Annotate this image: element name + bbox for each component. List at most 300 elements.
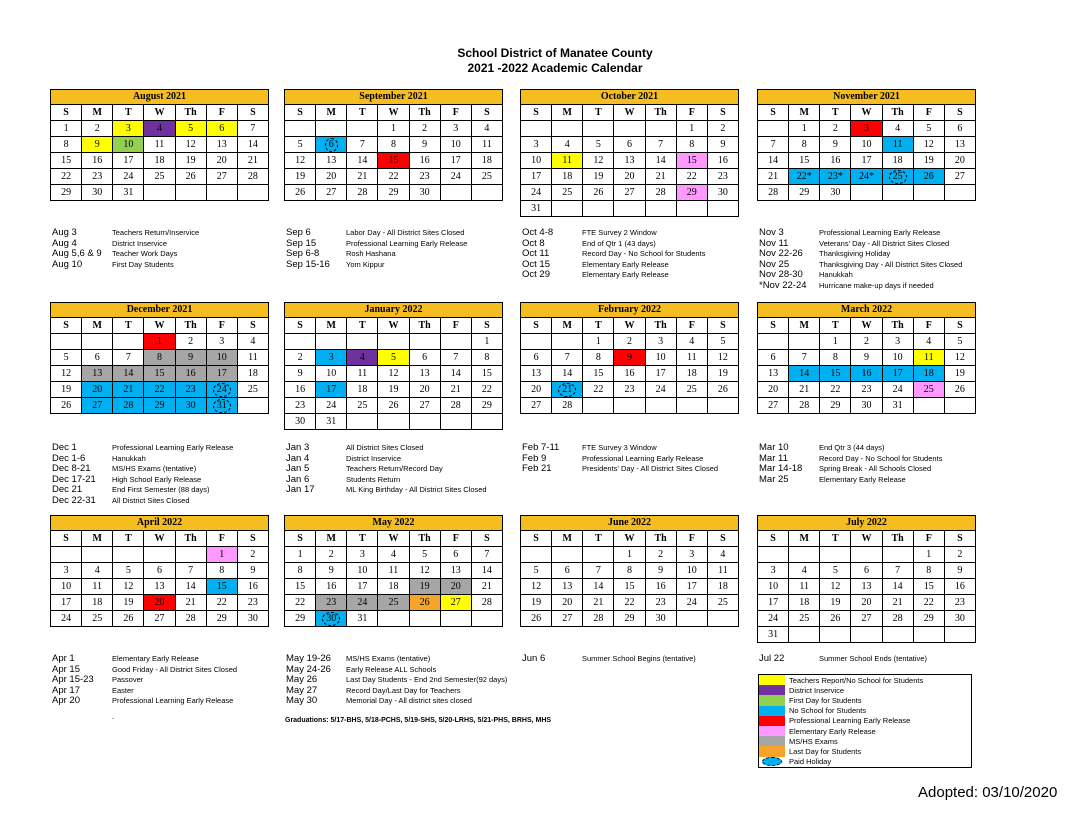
event-date: Sep 15 [286,237,317,249]
weekday-header: M [552,105,583,121]
day-cell: 14 [440,366,471,382]
day-cell: 15 [471,366,502,382]
day-cell: 24 [51,611,82,627]
day-cell [820,627,851,643]
day-cell: 5 [113,563,144,579]
weekday-header: S [521,531,552,547]
day-cell: 10 [206,350,237,366]
day-cell: 17 [676,579,707,595]
day-cell: 14 [789,366,820,382]
day-cell: 9 [944,563,975,579]
day-cell: 19 [175,153,206,169]
day-cell: 11 [82,579,113,595]
day-cell: 4 [144,121,175,137]
day-cell: 8 [144,350,175,366]
day-cell: 3 [113,121,144,137]
day-cell: 28 [758,185,789,201]
legend-label: Paid Holiday [789,757,832,767]
month-calendar [50,515,269,627]
day-cell: 5 [944,334,975,350]
event-date: Mar 25 [759,473,789,485]
weekday-header: T [583,105,614,121]
event-row [52,496,233,507]
event-description: Thanksgiving Day - All District Sites Closed [819,259,963,269]
day-cell: 7 [237,121,268,137]
day-cell: 29 [378,185,409,201]
month-name: August 2021 [51,90,269,105]
day-cell: 7 [758,137,789,153]
event-description: Labor Day - All District Sites Closed [346,228,465,237]
day-cell [789,627,820,643]
day-cell: 29 [471,398,502,414]
day-cell [206,382,237,398]
weekday-header: S [51,531,82,547]
legend-swatch [759,675,785,685]
day-cell: 23 [82,169,113,185]
day-cell: 23 [944,595,975,611]
day-cell: 13 [440,563,471,579]
day-cell: 30 [851,398,882,414]
event-description: Veterans' Day - All District Sites Closed [819,238,950,248]
day-cell: 8 [471,350,502,366]
event-date: Jan 5 [286,463,310,474]
day-cell: 2 [175,334,206,350]
day-cell: 20 [206,153,237,169]
weekday-header: M [552,531,583,547]
event-description: Elementary Early Release [819,474,906,484]
weekday-header: M [552,318,583,334]
day-cell: 13 [409,366,440,382]
month-name: April 2022 [51,516,269,531]
day-cell: 13 [614,153,645,169]
event-row [286,675,507,686]
legend-item [759,685,971,695]
day-cell: 25 [913,382,944,398]
weekday-header: T [113,318,144,334]
event-date: Aug 10 [52,258,83,270]
day-cell: 2 [944,547,975,563]
event-description: Memorial Day - All district sites closed [346,696,472,705]
day-cell: 19 [113,595,144,611]
day-cell: 18 [144,153,175,169]
event-row [52,249,199,260]
day-cell: 4 [676,334,707,350]
event-date: Mar 10 [759,442,789,453]
day-cell: 10 [347,563,378,579]
day-cell [521,334,552,350]
weekday-header: S [758,105,789,121]
day-cell: 22 [51,169,82,185]
day-cell [440,414,471,430]
day-cell: 2 [820,121,851,137]
month-events [522,654,696,665]
day-cell: 3 [440,121,471,137]
event-row [286,228,467,239]
month-events [759,228,962,291]
day-cell: 28 [347,185,378,201]
day-cell: 9 [82,137,113,153]
day-cell: 20 [144,595,175,611]
day-cell: 20 [82,382,113,398]
day-cell: 23 [175,382,206,398]
weekday-header: F [206,318,237,334]
day-cell: 23 [285,398,316,414]
day-cell: 7 [583,563,614,579]
event-description: Yom Kippur [346,259,385,269]
event-row [759,443,942,454]
day-cell: 8 [820,350,851,366]
day-cell [237,398,268,414]
day-cell: 12 [51,366,82,382]
weekday-header: F [676,318,707,334]
day-cell: 2 [409,121,440,137]
day-cell [316,334,347,350]
day-cell: 24 [758,611,789,627]
day-cell: 29 [676,185,707,201]
day-cell: 6 [552,563,583,579]
paid-holiday-marker: 24 [213,383,231,397]
day-cell: 9 [409,137,440,153]
weekday-header: S [521,105,552,121]
day-cell: 11 [237,350,268,366]
paid-holiday-marker: 30 [322,612,340,626]
day-cell [316,137,347,153]
day-cell: 3 [206,334,237,350]
day-cell: 12 [820,579,851,595]
day-cell: 16 [944,579,975,595]
day-cell [851,547,882,563]
day-cell [851,185,882,201]
day-cell: 8 [614,563,645,579]
day-cell: 20 [944,153,975,169]
weekday-header: Th [645,318,676,334]
month-name: February 2022 [521,303,739,318]
month-events [759,443,942,485]
day-cell: 13 [206,137,237,153]
day-cell [882,185,913,201]
day-cell: 18 [82,595,113,611]
event-date: Nov 11 [759,237,789,249]
weekday-header: Th [645,531,676,547]
day-cell [440,611,471,627]
weekday-header: M [316,105,347,121]
event-description: Thanksgiving Holiday [819,249,891,258]
day-cell: 9 [175,350,206,366]
day-cell: 12 [913,137,944,153]
day-cell: 31 [521,201,552,217]
day-cell: 17 [347,579,378,595]
legend-item [759,716,971,726]
legend-swatch [759,695,785,705]
day-cell: 2 [316,547,347,563]
day-cell: 31 [347,611,378,627]
legend-label: Professional Learning Early Release [789,716,911,726]
day-cell: 17 [851,153,882,169]
day-cell [944,185,975,201]
day-cell [316,121,347,137]
day-cell: 7 [552,350,583,366]
weekday-header: W [378,318,409,334]
day-cell: 25 [707,595,738,611]
legend-swatch [759,716,785,726]
day-cell [409,414,440,430]
weekday-header: Th [409,105,440,121]
day-cell: 29 [285,611,316,627]
day-cell: 1 [913,547,944,563]
day-cell: 16 [409,153,440,169]
event-row [759,464,942,475]
day-cell: 26 [944,382,975,398]
day-cell: 1 [676,121,707,137]
weekday-header: F [206,531,237,547]
day-cell: 17 [521,169,552,185]
day-cell: 22 [471,382,502,398]
day-cell [552,334,583,350]
day-cell: 20 [521,382,552,398]
day-cell: 18 [347,382,378,398]
day-cell: 9 [707,137,738,153]
day-cell [409,611,440,627]
day-cell: 25 [378,595,409,611]
event-row [286,696,507,707]
event-date: Feb 7-11 [522,442,560,453]
day-cell: 20 [409,382,440,398]
day-cell: 24 [882,382,913,398]
legend-label: MS/HS Exams [789,736,838,746]
day-cell: 28 [440,398,471,414]
day-cell: 8 [583,350,614,366]
day-cell: 4 [82,563,113,579]
month-events [286,654,507,707]
day-cell: 9 [820,137,851,153]
day-cell: 19 [409,579,440,595]
day-cell: 8 [206,563,237,579]
day-cell: 14 [471,563,502,579]
day-cell [82,547,113,563]
weekday-header: W [851,105,882,121]
weekday-header: W [614,531,645,547]
day-cell: 1 [471,334,502,350]
day-cell [521,547,552,563]
day-cell: 6 [521,350,552,366]
day-cell: 21 [789,382,820,398]
day-cell [913,398,944,414]
day-cell [882,627,913,643]
day-cell: 18 [789,595,820,611]
event-description: Elementary Early Release [582,259,669,269]
day-cell: 29 [206,611,237,627]
day-cell: 17 [882,366,913,382]
event-date: Nov 22-26 [759,248,803,259]
event-date: Sep 15-16 [286,258,330,270]
day-cell [552,201,583,217]
day-cell [144,547,175,563]
day-cell: 29 [144,398,175,414]
event-description: ML King Birthday - All District Sites Closed [346,485,487,494]
day-cell [378,414,409,430]
event-row [52,675,237,686]
event-row [286,260,467,271]
day-cell: 17 [440,153,471,169]
day-cell: 30 [175,398,206,414]
event-date: Sep 6 [286,227,311,238]
weekday-header: W [144,105,175,121]
event-description: Spring Break - All Schools Closed [819,464,932,473]
day-cell: 7 [440,350,471,366]
event-description: Passover [112,675,144,684]
day-cell: 31 [758,627,789,643]
legend-swatch [759,757,785,767]
day-cell [882,547,913,563]
day-cell: 6 [82,350,113,366]
day-cell: 15 [913,579,944,595]
weekday-header: Th [409,318,440,334]
day-cell: 16 [237,579,268,595]
day-cell: 4 [707,547,738,563]
day-cell: 22 [583,382,614,398]
day-cell: 17 [645,366,676,382]
event-description: Hanukkah [819,270,853,279]
weekday-header: S [237,105,268,121]
day-cell [676,201,707,217]
event-description: District Inservice [346,453,402,463]
month-calendar [50,302,269,414]
day-cell: 21 [175,595,206,611]
day-cell: 27 [944,169,975,185]
day-cell: 11 [913,350,944,366]
weekday-header: T [820,105,851,121]
event-description: Elementary Early Release [582,270,669,279]
event-description: Summer School Ends (tentative) [819,654,927,663]
day-cell: 14 [237,137,268,153]
day-cell [583,398,614,414]
day-cell: 26 [583,185,614,201]
day-cell: 30 [409,185,440,201]
day-cell: 27 [758,398,789,414]
day-cell [175,185,206,201]
day-cell: 6 [409,350,440,366]
day-cell: 9 [614,350,645,366]
day-cell: 22 [285,595,316,611]
event-description: End First Semester (88 days) [112,485,210,494]
weekday-header: S [285,318,316,334]
day-cell: 19 [913,153,944,169]
paid-holiday-marker: 6 [325,138,338,152]
event-date: Jun 6 [522,653,546,664]
day-cell: 15 [378,153,409,169]
day-cell: 27 [409,398,440,414]
day-cell: 27 [144,611,175,627]
event-row [52,443,233,454]
day-cell: 13 [851,579,882,595]
district-name: School District of Manatee County [457,46,653,60]
weekday-header: M [82,318,113,334]
month-calendar [284,302,503,430]
day-cell: 28 [175,611,206,627]
event-description: Teachers Return/Inservice [112,228,200,237]
weekday-header: M [316,318,347,334]
event-date: May 30 [286,695,318,706]
event-date: Nov 28-30 [759,269,803,280]
day-cell: 23 [645,595,676,611]
day-cell: 16 [316,579,347,595]
weekday-header: M [789,531,820,547]
month-name: December 2021 [51,303,269,318]
day-cell [944,627,975,643]
day-cell: 6 [614,137,645,153]
day-cell [347,414,378,430]
day-cell: 12 [944,350,975,366]
event-row [522,443,718,454]
event-row [286,485,487,496]
day-cell: 17 [51,595,82,611]
day-cell: 10 [645,350,676,366]
day-cell: 17 [316,382,347,398]
event-date: May 24-26 [286,663,331,675]
day-cell: 5 [521,563,552,579]
weekday-header: S [285,531,316,547]
event-description: Professional Learning Early Release [112,696,234,705]
day-cell: 30 [645,611,676,627]
event-row [522,654,696,665]
day-cell [51,547,82,563]
legend-label: No School for Students [789,706,867,716]
day-cell: 16 [851,366,882,382]
day-cell: 21 [440,382,471,398]
day-cell: 22 [378,169,409,185]
day-cell [645,398,676,414]
event-description: Professional Learning Early Release [819,228,941,237]
day-cell: 25 [144,169,175,185]
event-date: May 19-26 [286,653,331,664]
day-cell: 11 [707,563,738,579]
day-cell [175,547,206,563]
day-cell: 26 [707,382,738,398]
day-cell: 14 [645,153,676,169]
day-cell: 24 [113,169,144,185]
day-cell: 16 [285,382,316,398]
day-cell [378,611,409,627]
month-calendar [520,515,739,627]
day-cell: 18 [676,366,707,382]
day-cell: 12 [175,137,206,153]
event-date: Oct 29 [522,269,550,280]
day-cell: 6 [758,350,789,366]
day-cell: 25 [237,382,268,398]
day-cell: 19 [285,169,316,185]
day-cell: 12 [707,350,738,366]
day-cell: 2 [851,334,882,350]
day-cell: 27 [206,169,237,185]
weekday-header: T [583,318,614,334]
day-cell: 15 [51,153,82,169]
event-date: Dec 22-31 [52,494,96,506]
adopted-date: Adopted: 03/10/2020 [918,784,1058,801]
day-cell: 31 [316,414,347,430]
day-cell [206,185,237,201]
day-cell [758,547,789,563]
day-cell: 15 [614,579,645,595]
weekday-header: W [378,531,409,547]
day-cell: 10 [758,579,789,595]
day-cell: 13 [316,153,347,169]
event-description: MS/HS Exams (tentative) [112,464,197,473]
day-cell: 3 [51,563,82,579]
day-cell [237,185,268,201]
day-cell: 21 [471,579,502,595]
weekday-header: S [285,105,316,121]
day-cell: 25 [347,398,378,414]
